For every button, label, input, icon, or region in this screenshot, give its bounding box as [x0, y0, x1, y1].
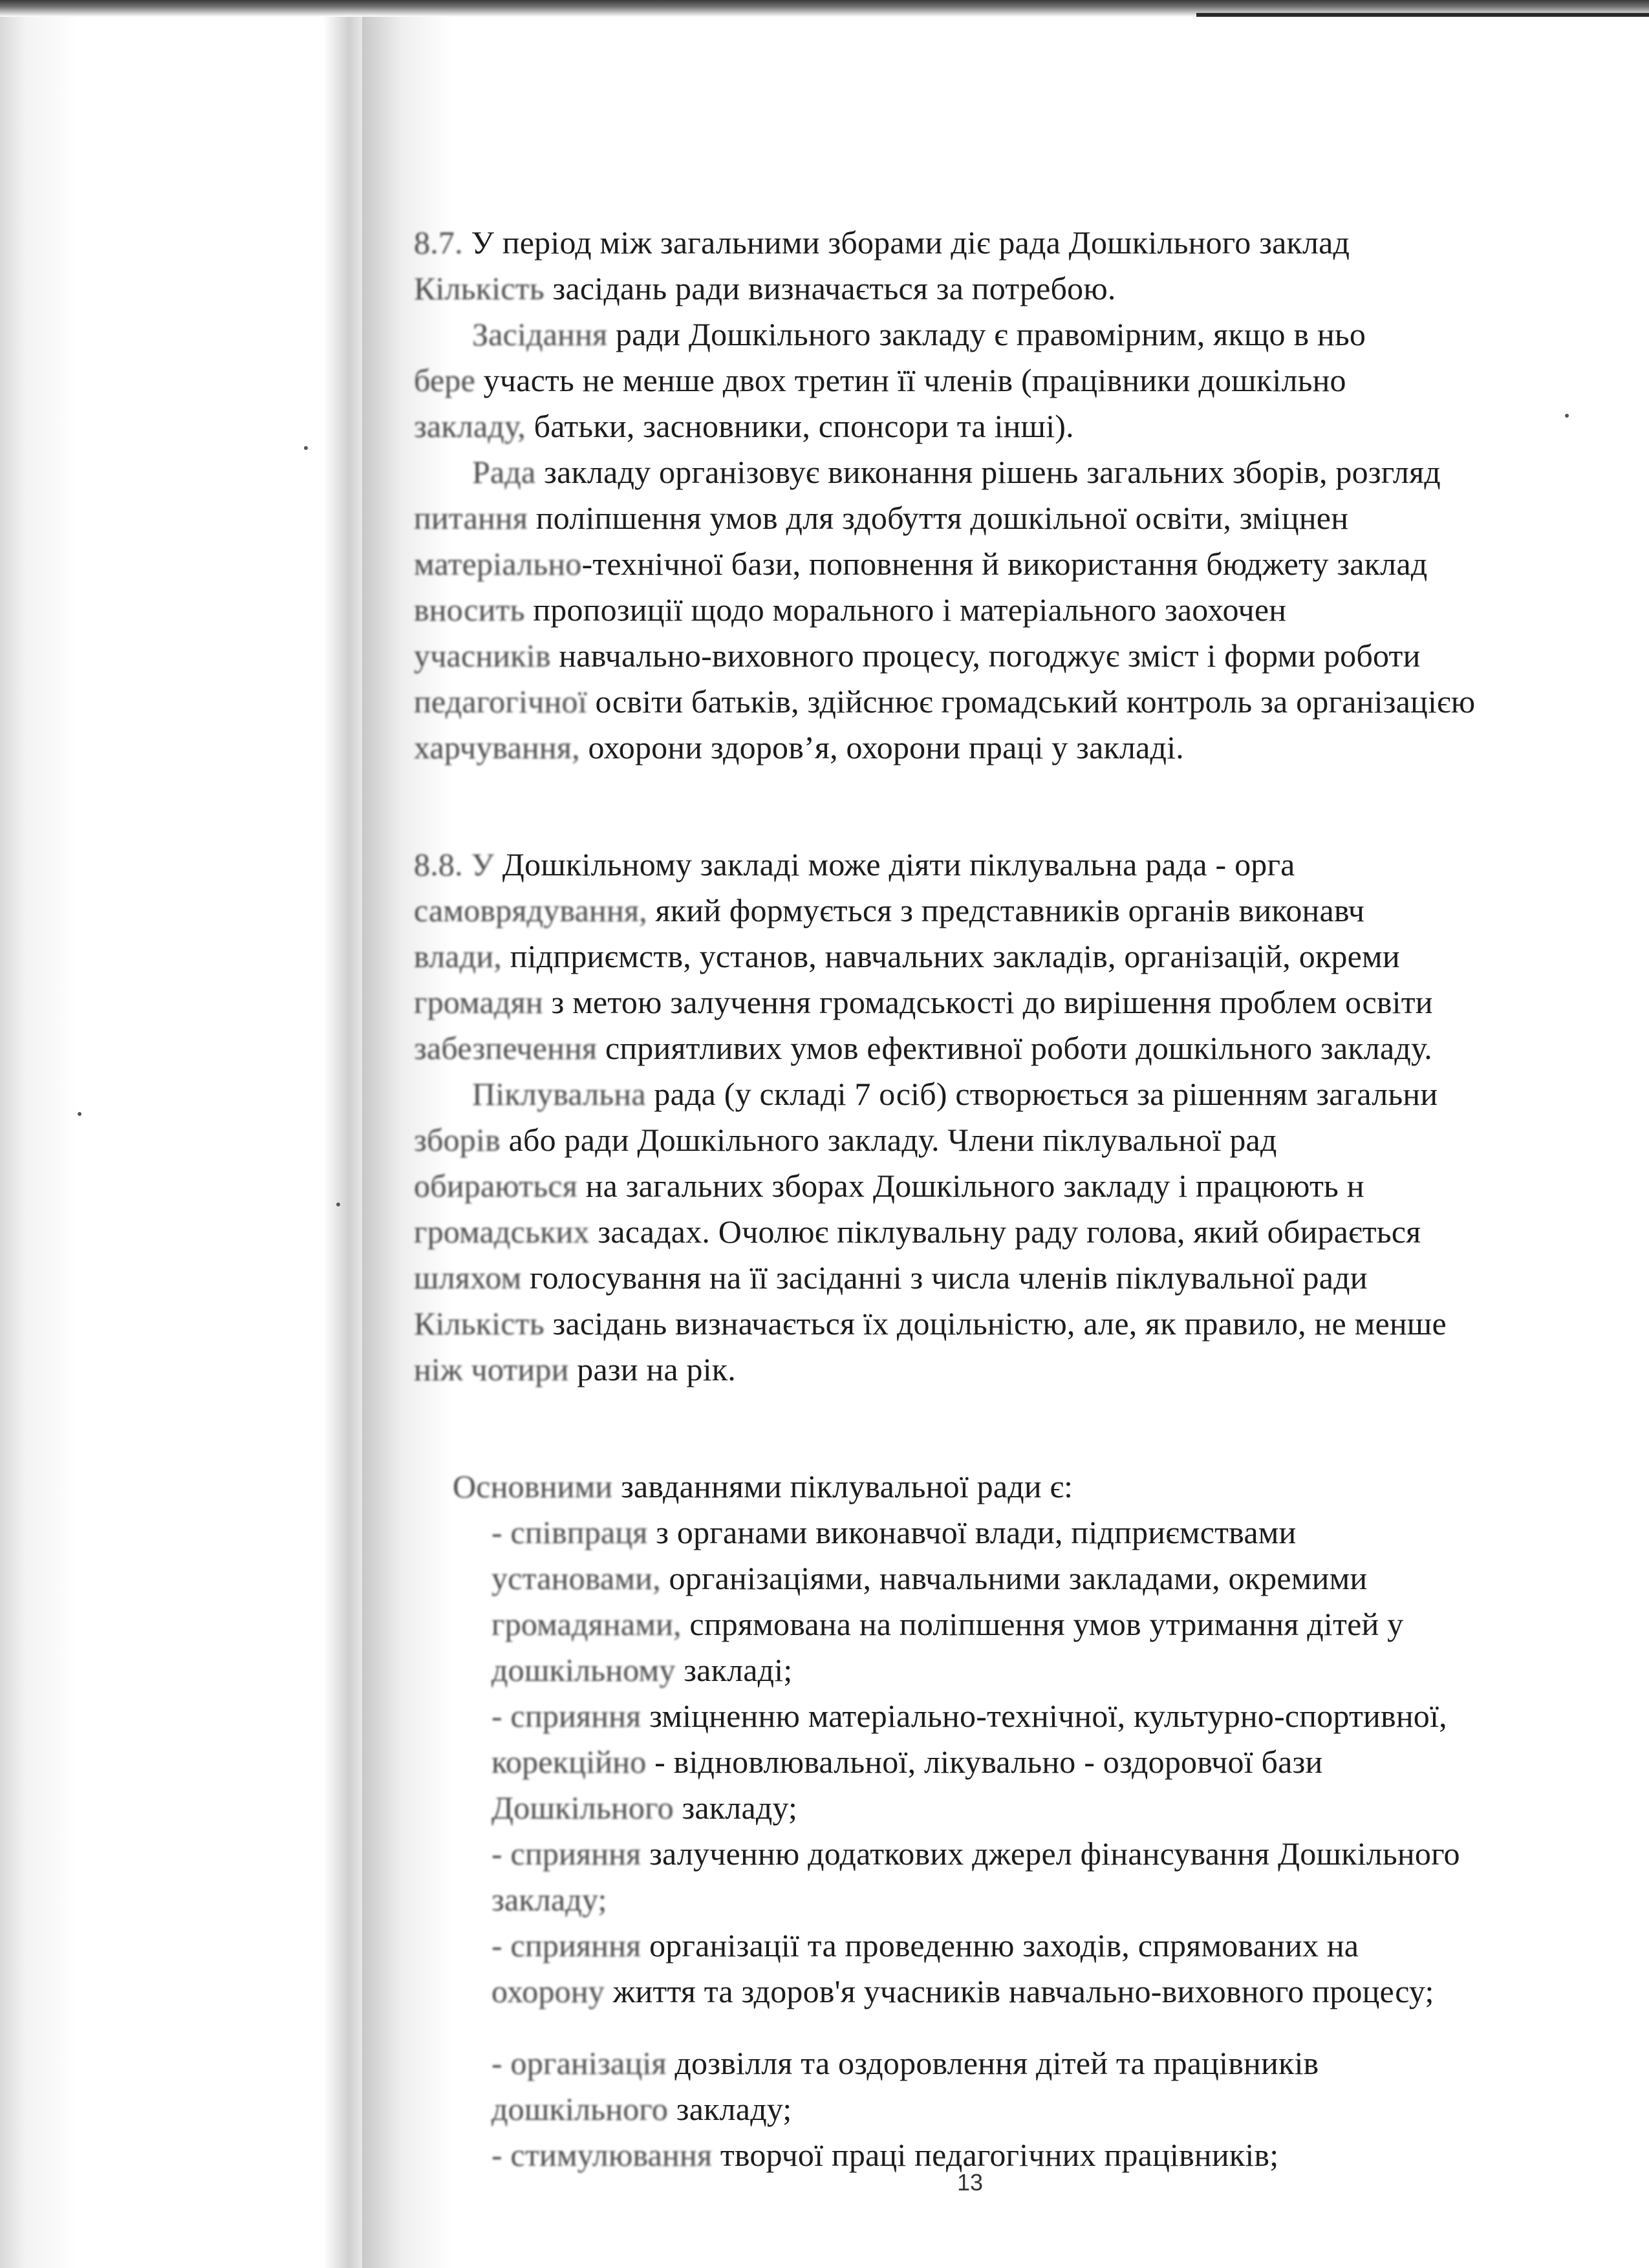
- text-line: Піклувальна рада (у складі 7 осіб) створюється за рішенням загальни: [472, 1076, 1438, 1112]
- list-item-continuation: охорону життя та здоров'я учасників навчально-виховного процесу;: [491, 1973, 1434, 2009]
- list-item: - співпраця з органами виконавчої влади, підприємствами: [491, 1514, 1297, 1550]
- list-item: - сприяння організації та проведенню заходів, спрямованих на: [491, 1927, 1359, 1963]
- scan-binding-shadow: [0, 0, 362, 2268]
- text-line: громадян з метою залучення громадськості до вирішення проблем освіти: [414, 984, 1433, 1020]
- document-body: [414, 220, 1649, 2178]
- scan-speck: [336, 1203, 340, 1206]
- text-line: вносить пропозиції щодо морального і матеріального заохочен: [414, 592, 1287, 628]
- section-8-7: [414, 220, 1649, 771]
- text-line: 8.7. У період між загальними зборами діє рада Дошкільного заклад: [414, 224, 1350, 261]
- scan-speck: [78, 1112, 81, 1116]
- list-item-continuation: дошкільного закладу;: [491, 2091, 792, 2127]
- list-gap: [414, 2015, 1649, 2040]
- text-line: зборів або ради Дошкільного закладу. Члени піклувальної рад: [414, 1122, 1277, 1158]
- text-line: влади, підприємств, установ, навчальних закладів, організацій, окреми: [414, 938, 1400, 974]
- tasks-section: [414, 1464, 1649, 2178]
- text-line: шляхом голосування на її засіданні з числа членів піклувальної ради: [414, 1259, 1368, 1296]
- list-item-continuation: корекційно - відновлювальної, лікувально - оздоровчої бази: [491, 1744, 1323, 1780]
- text-line: ніж чотири рази на рік.: [414, 1351, 736, 1387]
- section-gap: [414, 771, 1649, 842]
- list-item: - сприяння залученню додаткових джерел фінансування Дошкільного: [491, 1835, 1460, 1872]
- tasks-heading: Основними завданнями піклувальної ради є:: [453, 1468, 1073, 1504]
- section-gap: [414, 1393, 1649, 1464]
- text-line: Кількість засідань ради визначається за потребою.: [414, 270, 1116, 306]
- list-item: - організація дозвілля та оздоровлення дітей та працівників: [491, 2045, 1319, 2081]
- text-line: питання поліпшення умов для здобуття дошкільної освіти, зміцнен: [414, 500, 1349, 536]
- text-line: бере участь не менше двох третин її членів (працівники дошкільно: [414, 362, 1346, 398]
- text-line: Засідання ради Дошкільного закладу є правомірним, якщо в ньо: [472, 316, 1366, 352]
- text-line: закладу, батьки, засновники, спонсори та інші).: [414, 408, 1074, 444]
- text-line: забезпечення сприятливих умов ефективної роботи дошкільного закладу.: [414, 1030, 1432, 1066]
- list-item-continuation: установами, організаціями, навчальними закладами, окремими: [491, 1560, 1368, 1596]
- text-line: обираються на загальних зборах Дошкільного закладу і працюють н: [414, 1168, 1364, 1204]
- text-line: матеріально-технічної бази, поповнення й використання бюджету заклад: [414, 546, 1428, 582]
- list-item-continuation: громадянами, спрямована на поліпшення умов утримання дітей у: [491, 1606, 1404, 1642]
- text-line: педагогічної освіти батьків, здійснює громадський контроль за організацією: [414, 683, 1476, 720]
- section-8-8: [414, 842, 1649, 1393]
- text-line: харчування, охорони здоров’я, охорони праці у закладі.: [414, 729, 1184, 765]
- list-item: - стимулювання творчої праці педагогічних працівників;: [491, 2137, 1279, 2173]
- list-item: - сприяння зміцненню матеріально-технічної, культурно-спортивної,: [491, 1698, 1447, 1734]
- list-item-continuation: дошкільному закладі;: [491, 1652, 793, 1688]
- page-number: 13: [957, 2169, 984, 2196]
- text-line: громадських засадах. Очолює піклувальну раду голова, який обирається: [414, 1214, 1421, 1250]
- list-item-continuation: Дошкільного закладу;: [491, 1790, 798, 1826]
- text-line: 8.8. У Дошкільному закладі може діяти піклувальна рада - орга: [414, 846, 1295, 883]
- text-line: Рада закладу організовує виконання рішень загальних зборів, розгляд: [472, 454, 1441, 490]
- text-line: учасників навчально-виховного процесу, погоджує зміст і форми роботи: [414, 637, 1421, 674]
- list-item-continuation: закладу;: [491, 1881, 607, 1918]
- text-line: Кількість засідань визначається їх доцільністю, але, як правило, не менше: [414, 1305, 1447, 1342]
- text-line: самоврядування, який формується з представників органів виконавч: [414, 892, 1365, 928]
- scan-speck: [304, 446, 308, 450]
- top-edge-line: [1196, 13, 1649, 17]
